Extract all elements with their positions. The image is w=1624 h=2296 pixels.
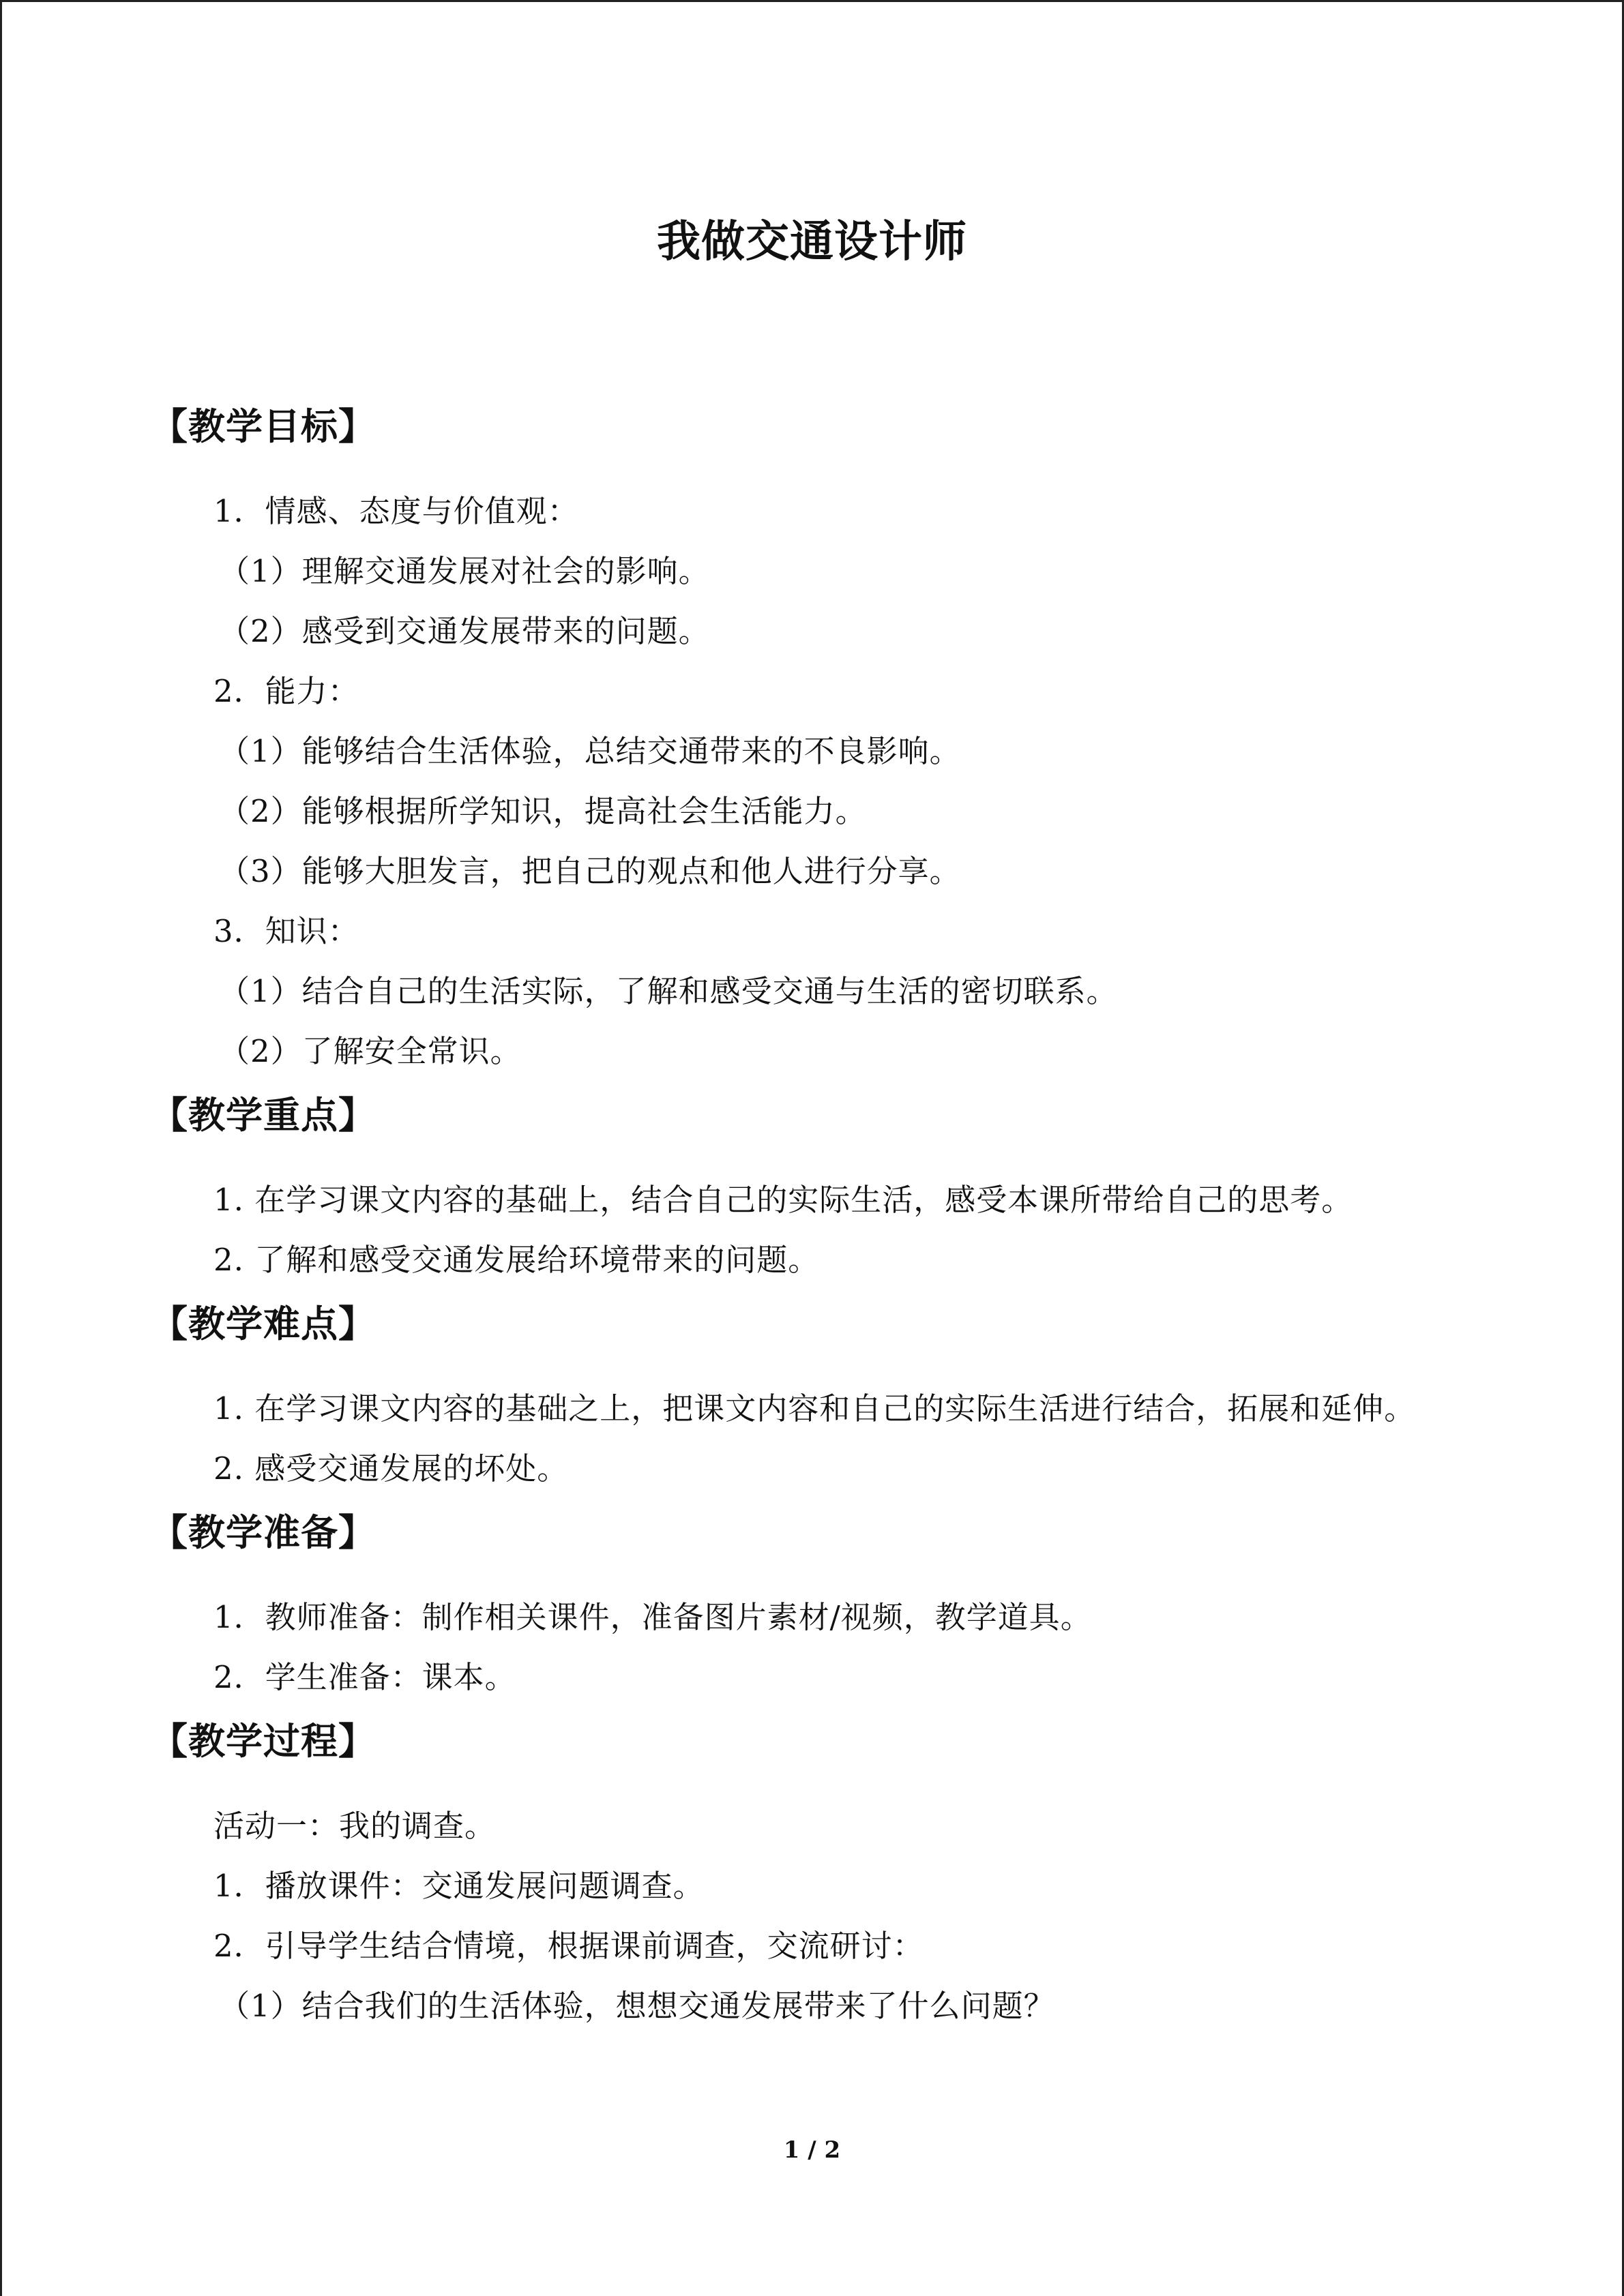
section-heading-process: 【教学过程】 [151, 1719, 376, 1763]
key-points-line: 2. 了解和感受交通发展给环境带来的问题。 [213, 1242, 820, 1278]
section-heading-preparation: 【教学准备】 [151, 1510, 376, 1554]
preparation-line: 1．教师准备：制作相关课件，准备图片素材/视频，教学道具。 [213, 1599, 1092, 1635]
objectives-line: 2．能力： [213, 673, 359, 709]
process-line: 1．播放课件：交通发展问题调查。 [213, 1868, 705, 1904]
objectives-line: （3）能够大胆发言，把自己的观点和他人进行分享。 [219, 853, 961, 889]
objectives-line: 3．知识： [213, 913, 359, 949]
objectives-line: （1）结合自己的生活实际，了解和感受交通与生活的密切联系。 [219, 973, 1118, 1009]
section-heading-objectives: 【教学目标】 [151, 404, 376, 448]
objectives-line: （1）理解交通发展对社会的影响。 [219, 553, 710, 589]
difficulties-line: 2. 感受交通发展的坏处。 [213, 1450, 569, 1487]
process-line: （1）结合我们的生活体验，想想交通发展带来了什么问题？ [219, 1988, 1055, 2024]
process-line: 活动一：我的调查。 [213, 1808, 497, 1844]
process-line: 2．引导学生结合情境，根据课前调查，交流研讨： [213, 1928, 924, 1964]
objectives-line: （1）能够结合生活体验，总结交通带来的不良影响。 [219, 733, 961, 769]
preparation-line: 2．学生准备：课本。 [213, 1659, 516, 1695]
section-heading-key-points: 【教学重点】 [151, 1093, 376, 1137]
key-points-line: 1. 在学习课文内容的基础上，结合自己的实际生活，感受本课所带给自己的思考。 [213, 1182, 1353, 1218]
objectives-line: （2）了解安全常识。 [219, 1033, 522, 1069]
difficulties-line: 1. 在学习课文内容的基础之上，把课文内容和自己的实际生活进行结合，拓展和延伸。 [213, 1390, 1416, 1427]
objectives-line: （2）感受到交通发展带来的问题。 [219, 613, 710, 649]
section-heading-difficulties: 【教学难点】 [151, 1302, 376, 1345]
objectives-line: 1．情感、态度与价值观： [213, 493, 579, 529]
objectives-line: （2）能够根据所学知识，提高社会生活能力。 [219, 793, 867, 829]
page-number: 1 / 2 [783, 2136, 841, 2164]
page-title: 我做交通设计师 [657, 216, 967, 267]
